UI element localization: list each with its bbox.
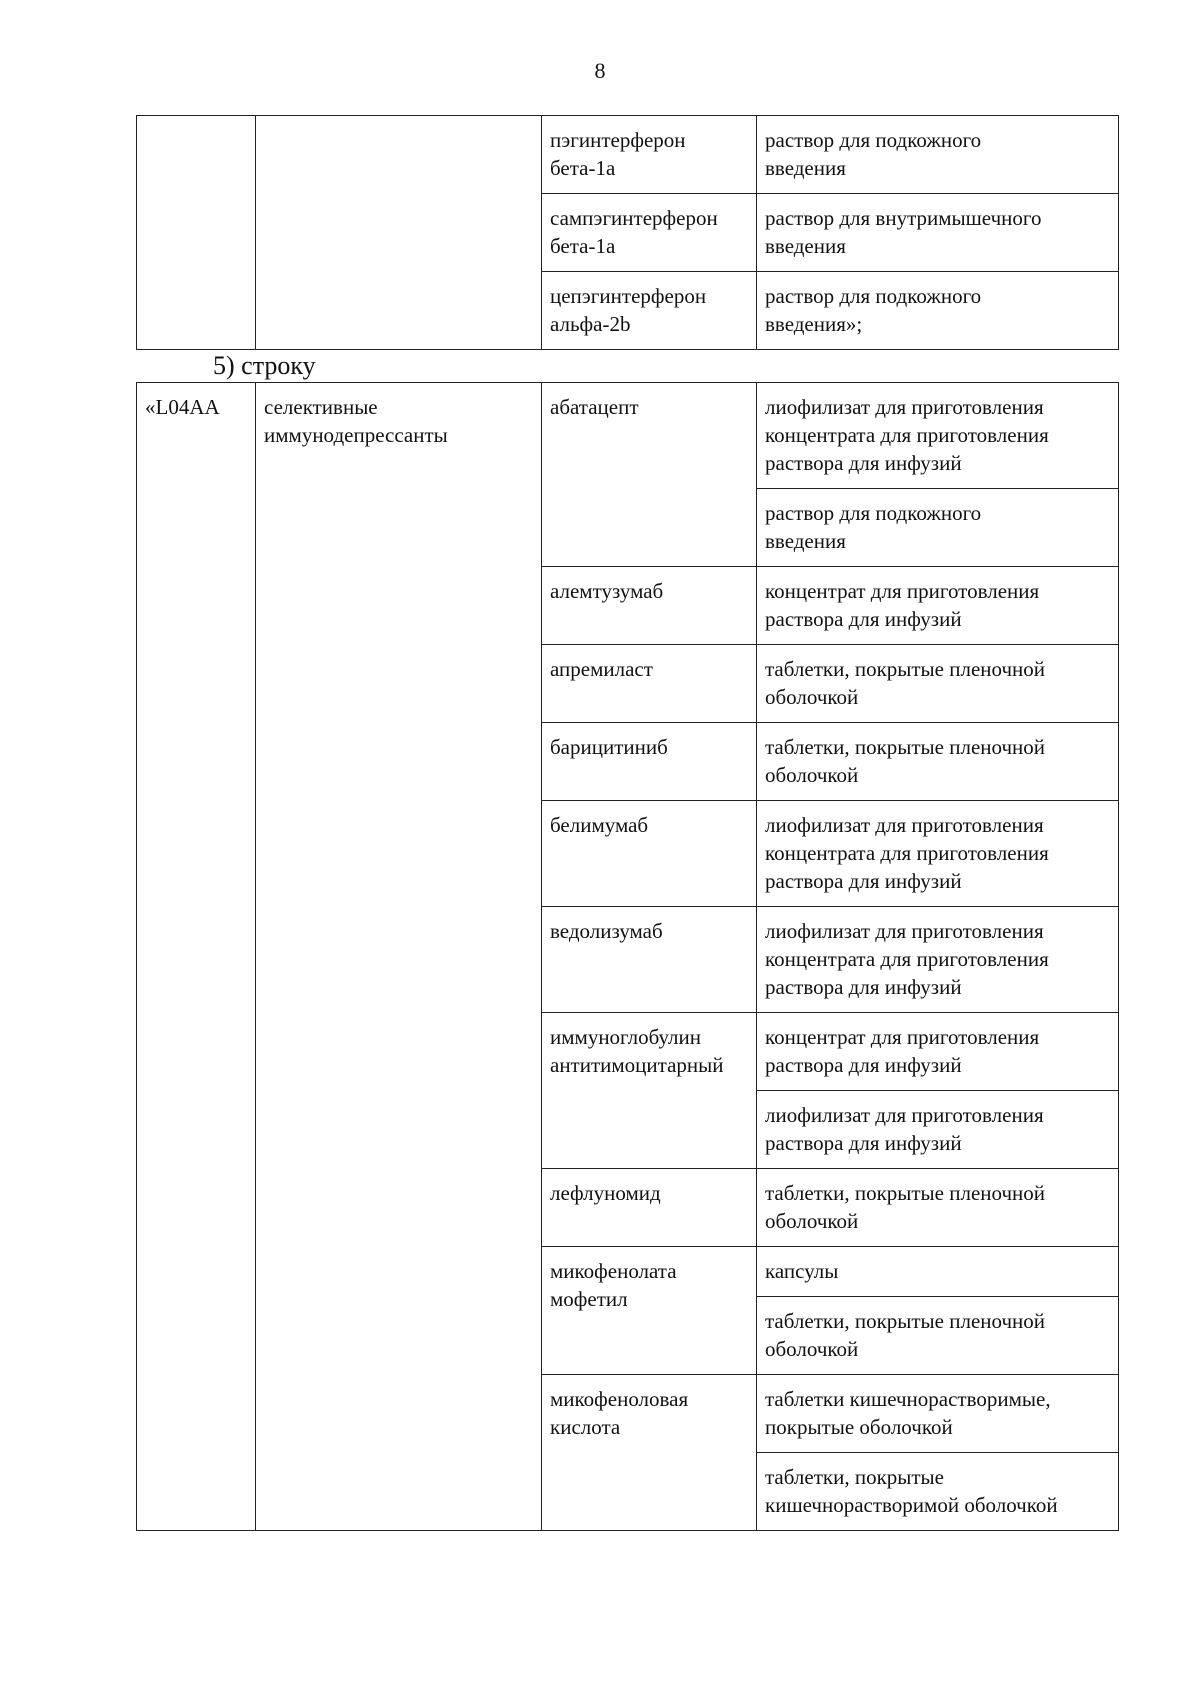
drug-cell: ведолизумаб: [542, 907, 757, 1013]
form-cell: лиофилизат для приготовления концентрата для приготовления раствора для инфузий: [757, 383, 1119, 489]
drug-cell: алемтузумаб: [542, 567, 757, 645]
form-cell: капсулы: [757, 1247, 1119, 1297]
group-name-cell: селективные иммунодепрессанты: [256, 383, 542, 1531]
code-cell: [137, 116, 256, 350]
section-heading: 5) строку: [213, 351, 316, 380]
drug-cell: пэгинтерферон бета-1а: [542, 116, 757, 194]
drug-cell: микофенолата мофетил: [542, 1247, 757, 1375]
form-cell: таблетки, покрытые пленочной оболочкой: [757, 1169, 1119, 1247]
form-cell: таблетки, покрытые пленочной оболочкой: [757, 645, 1119, 723]
table-row: [137, 383, 1119, 489]
drug-cell: микофеноловая кислота: [542, 1375, 757, 1531]
form-cell: лиофилизат для приготовления раствора для инфузий: [757, 1091, 1119, 1169]
form-cell: концентрат для приготовления раствора для инфузий: [757, 567, 1119, 645]
form-cell: таблетки кишечнорастворимые, покрытые оболочкой: [757, 1375, 1119, 1453]
drug-cell: лефлуномид: [542, 1169, 757, 1247]
drug-cell: барицитиниб: [542, 723, 757, 801]
table-row: [137, 116, 1119, 194]
drug-cell: цепэгинтерферон альфа-2b: [542, 272, 757, 350]
form-cell: таблетки, покрытые пленочной оболочкой: [757, 723, 1119, 801]
group-cell: [256, 116, 542, 350]
form-cell: раствор для подкожного введения: [757, 116, 1119, 194]
drug-cell: сампэгинтерферон бета-1а: [542, 194, 757, 272]
top-table: [136, 115, 1119, 350]
form-cell: лиофилизат для приготовления концентрата для приготовления раствора для инфузий: [757, 801, 1119, 907]
form-cell: лиофилизат для приготовления концентрата для приготовления раствора для инфузий: [757, 907, 1119, 1013]
drug-cell: абатацепт: [542, 383, 757, 567]
form-cell: таблетки, покрытые пленочной оболочкой: [757, 1297, 1119, 1375]
drug-cell: иммуноглобулин антитимоцитарный: [542, 1013, 757, 1169]
main-table: [136, 382, 1119, 1531]
form-cell: концентрат для приготовления раствора для инфузий: [757, 1013, 1119, 1091]
atc-code-cell: «L04AA: [137, 383, 256, 1531]
form-cell: таблетки, покрытые кишечнорастворимой оболочкой: [757, 1453, 1119, 1531]
page-number: 8: [594, 58, 606, 83]
form-cell: раствор для подкожного введения»;: [757, 272, 1119, 350]
drug-cell: апремиласт: [542, 645, 757, 723]
form-cell: раствор для подкожного введения: [757, 489, 1119, 567]
form-cell: раствор для внутримышечного введения: [757, 194, 1119, 272]
drug-cell: белимумаб: [542, 801, 757, 907]
